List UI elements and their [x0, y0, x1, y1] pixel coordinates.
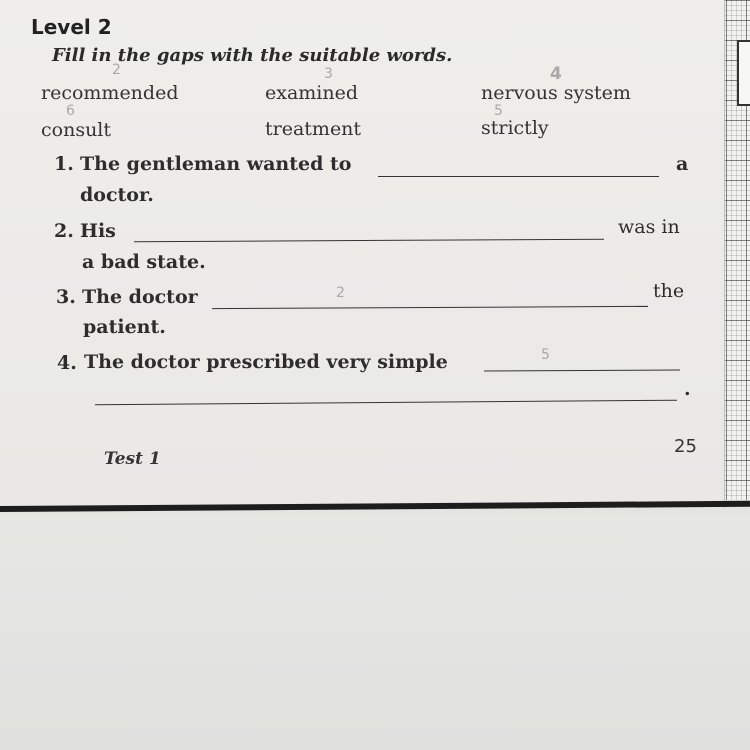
answer-blank[interactable] [484, 369, 680, 371]
answer-blank[interactable] [212, 306, 648, 309]
sentence-number: 2. [54, 220, 74, 242]
pencil-mark: 2 [112, 62, 121, 78]
test-label: Test 1 [104, 449, 161, 469]
sentence-continuation: . [684, 378, 691, 400]
answer-blank[interactable] [134, 239, 604, 242]
sentence-number: 3. [56, 286, 76, 308]
word-bank-item: strictly [481, 117, 549, 139]
pencil-mark: 5 [541, 347, 550, 363]
desk-surface [0, 514, 750, 750]
sentence-continuation: patient. [83, 316, 166, 338]
section-heading: Level 2 [31, 15, 112, 39]
word-bank-item: recommended [41, 82, 179, 104]
sentence-text: His [80, 220, 116, 242]
word-bank-item: consult [41, 119, 112, 141]
sentence-text: the [653, 280, 685, 302]
sentence-text: was in [618, 216, 680, 238]
sentence-text: The doctor [82, 286, 198, 308]
word-bank-item: nervous system [481, 82, 631, 104]
graph-paper-box [737, 40, 750, 106]
pencil-mark: 5 [494, 103, 503, 119]
pencil-mark: 4 [550, 64, 562, 84]
sentence-number: 1. [54, 153, 74, 175]
word-bank-item: treatment [265, 118, 362, 140]
word-bank-item: examined [265, 82, 359, 104]
sentence-continuation: doctor. [80, 184, 154, 206]
answer-blank[interactable] [95, 400, 677, 406]
answer-blank[interactable] [378, 176, 659, 177]
sentence-number: 4. [57, 352, 77, 374]
exercise-instruction: Fill in the gaps with the suitable words. [52, 45, 453, 66]
pencil-mark: 3 [324, 66, 333, 82]
page-number: 25 [674, 436, 697, 457]
sentence-text: The gentleman wanted to [80, 153, 352, 175]
sentence-continuation: a bad state. [82, 251, 206, 273]
sentence-text: The doctor prescribed very simple [84, 351, 448, 373]
pencil-mark: 6 [66, 103, 75, 119]
sentence-text: a [676, 153, 689, 175]
pencil-mark: 2 [336, 285, 345, 301]
